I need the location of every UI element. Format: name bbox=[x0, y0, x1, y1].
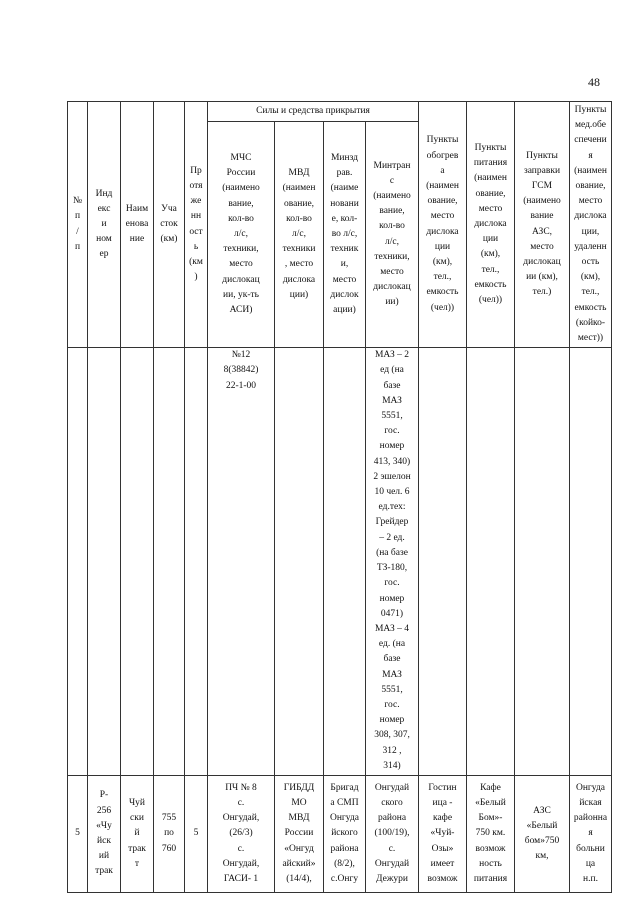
cell-length: 5 bbox=[185, 775, 208, 892]
header-minzdrav: Минзд рав. (наиме новани е, кол- во л/с, техник и, место дислок ации) bbox=[324, 121, 366, 347]
cell-heating: Гостин ица - кафе «Чуй- Озы» имеет возмож bbox=[419, 775, 467, 892]
header-fuel: Пункты заправки ГСМ (наимено вание АЗС, место дислокац ии (км), тел.) bbox=[515, 102, 570, 348]
header-mchs: МЧС России (наимено вание, кол-во л/с, техники, место дислокац ии, ук-ть АСИ) bbox=[208, 121, 275, 347]
cell-minzdrav: Бригад а СМП Онгуда йского района (8/2), с.Онгу bbox=[324, 775, 366, 892]
cell-index bbox=[88, 348, 121, 776]
cell-fuel: АЗС «Белый бом»750 км, bbox=[515, 775, 570, 892]
cell-food bbox=[467, 348, 515, 776]
header-length: Пр отя же нн ост ь (км ) bbox=[185, 102, 208, 348]
cell-mintrans: МАЗ – 2 ед (на базе МАЗ 5551, гос. номер 413, 340) 2 эшелон 10 чел. 6 ед.тех: Грейдер – 2 ед. (на базе ТЗ-180, гос. номер 0471) МАЗ – 4 ед. (на базе МАЗ 5551, гос. номер 308, 307, 312 , 314) bbox=[366, 348, 419, 776]
header-section: Уча сток (км) bbox=[154, 102, 185, 348]
header-name: Наим енова ние bbox=[121, 102, 154, 348]
header-medical: Пункты мед.обе спечени я (наимен ование, место дислока ции, удаленн ость (км), тел., емкость (койко- мест)) bbox=[570, 102, 612, 348]
header-food: Пункты питания (наимен ование, место дислока ции (км), тел., емкость (чел)) bbox=[467, 102, 515, 348]
header-row-1 bbox=[68, 102, 612, 122]
cell-food: Кафе «Белый Бом»- 750 км. возмож ность питания bbox=[467, 775, 515, 892]
cell-heating bbox=[419, 348, 467, 776]
cell-mintrans: Онгудай ского района (100/19), с. Онгудай Дежури bbox=[366, 775, 419, 892]
table-row-continued bbox=[68, 348, 612, 776]
cell-medical: Онгуда йская районна я больни ца н.п. bbox=[570, 775, 612, 892]
cell-mvd: ГИБДД МО МВД России «Онгуд айский» (14/4), bbox=[275, 775, 324, 892]
cell-medical bbox=[570, 348, 612, 776]
header-index: Инд екс и ном ер bbox=[88, 102, 121, 348]
cell-mchs: ПЧ № 8 с. Онгудай, (26/3) с. Онгудай, ГАСИ- 1 bbox=[208, 775, 275, 892]
page-number: 48 bbox=[588, 75, 600, 89]
cell-num bbox=[68, 348, 88, 776]
cell-num: 5 bbox=[68, 775, 88, 892]
header-num: № п / п bbox=[68, 102, 88, 348]
cell-fuel bbox=[515, 348, 570, 776]
header-mintrans: Минтран с (наимено вание, кол-во л/с, техники, место дислокац ии) bbox=[366, 121, 419, 347]
cell-length bbox=[185, 348, 208, 776]
header-heating: Пункты обогрев а (наимен ование, место дислока ции (км), тел., емкость (чел)) bbox=[419, 102, 467, 348]
cell-section: 755 по 760 bbox=[154, 775, 185, 892]
cell-name: Чуй ски й трак т bbox=[121, 775, 154, 892]
header-forces-group: Силы и средства прикрытия bbox=[208, 102, 419, 122]
cell-index: Р- 256 «Чу йск ий трак bbox=[88, 775, 121, 892]
cell-name bbox=[121, 348, 154, 776]
cell-section bbox=[154, 348, 185, 776]
header-mvd: МВД (наимен ование, кол-во л/с, техники , место дислока ции) bbox=[275, 121, 324, 347]
forces-table bbox=[67, 101, 612, 893]
cell-mchs: №12 8(38842) 22-1-00 bbox=[208, 348, 275, 776]
cell-mvd bbox=[275, 348, 324, 776]
cell-minzdrav bbox=[324, 348, 366, 776]
table-row-5 bbox=[68, 775, 612, 892]
